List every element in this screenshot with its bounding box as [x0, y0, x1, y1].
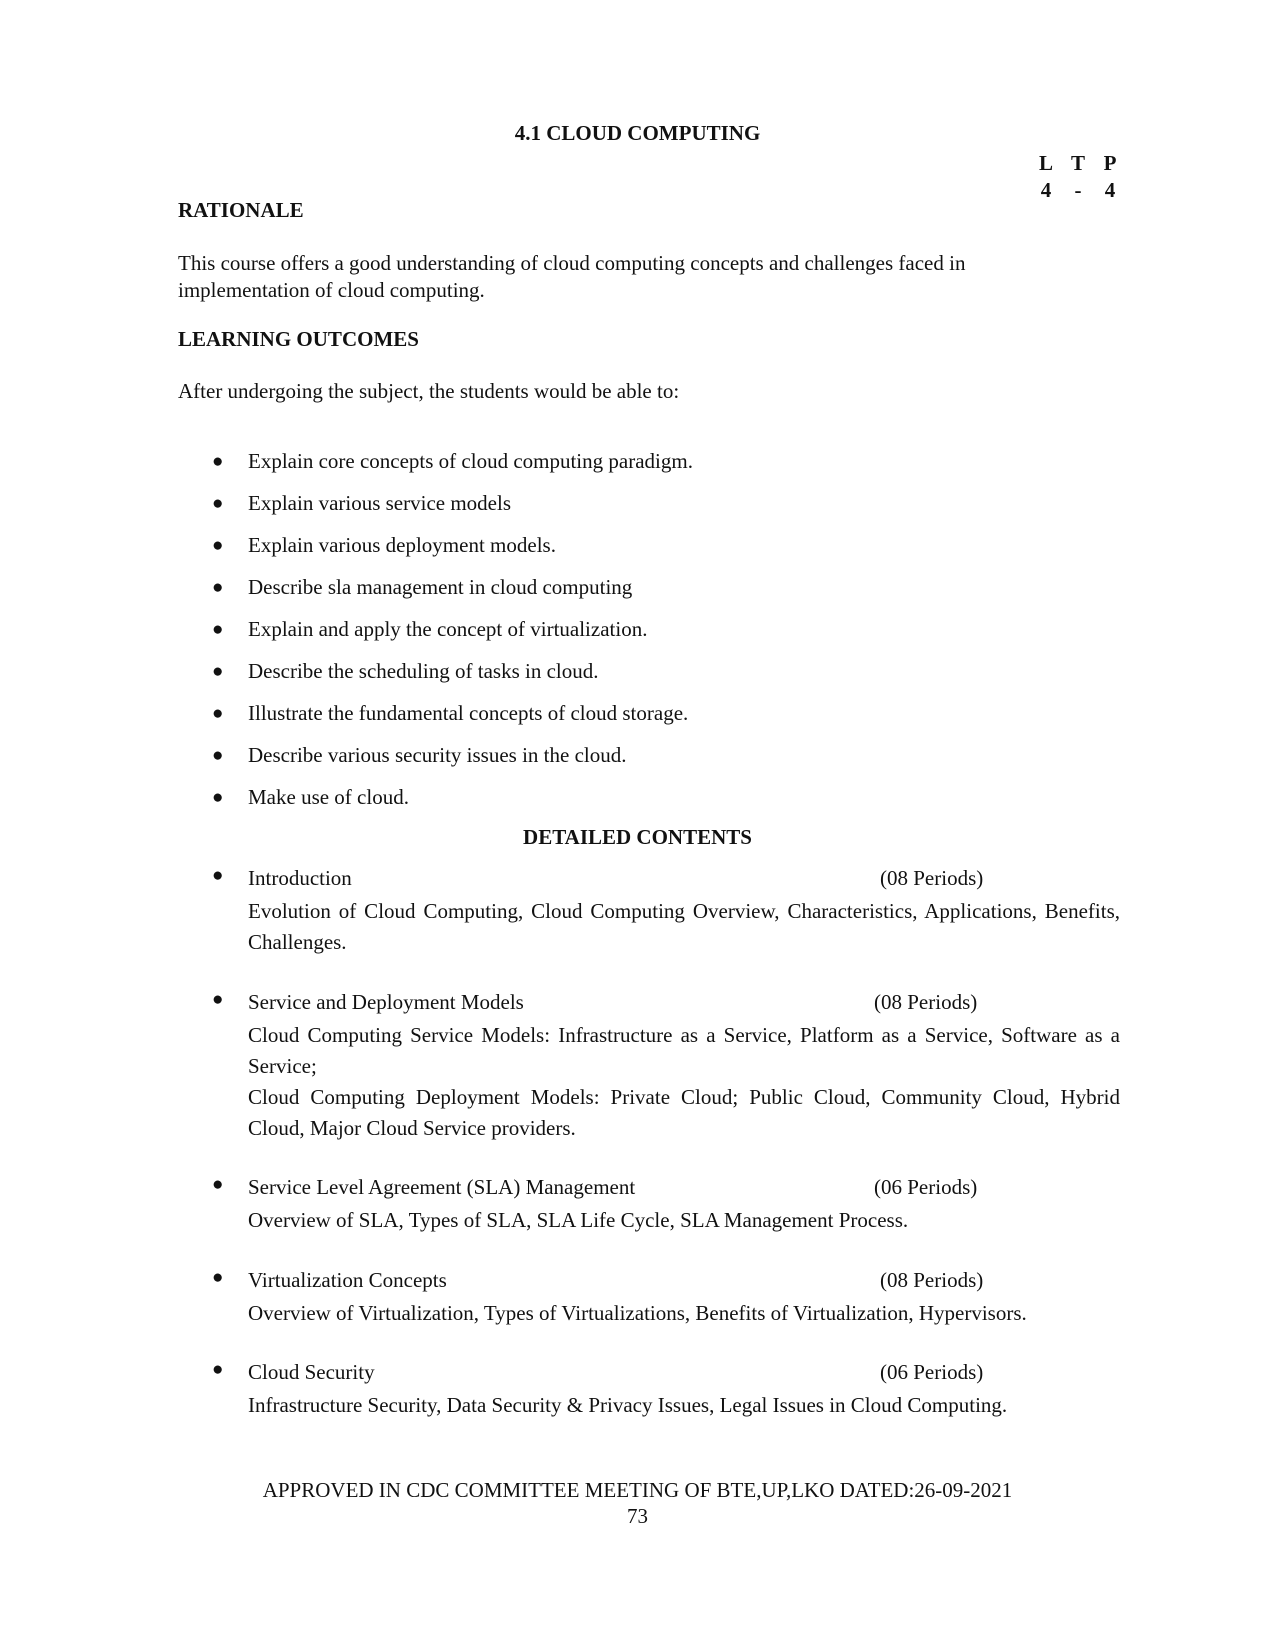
- bullet-icon: ●: [212, 989, 224, 1010]
- bullet-icon: ●: [212, 745, 224, 766]
- ltp-table: [1030, 150, 1126, 204]
- outcome-text: Explain core concepts of cloud computing paradigm.: [248, 449, 693, 473]
- learning-outcomes-intro: After undergoing the subject, the students would be able to:: [178, 379, 680, 403]
- detailed-contents-heading: DETAILED CONTENTS: [523, 825, 752, 849]
- content-description-line: Cloud Computing Deployment Models: Private Cloud; Public Cloud, Community Cloud, Hybrid Cloud, Major Cloud Service providers.: [248, 1085, 1120, 1140]
- list-item: [0, 784, 693, 826]
- bullet-icon: ●: [212, 1267, 224, 1288]
- bullet-icon: ●: [212, 619, 224, 640]
- ltp-header-t: T: [1070, 151, 1085, 175]
- content-periods: (08 Periods): [880, 866, 984, 890]
- bullet-icon: ●: [212, 1359, 224, 1380]
- outcome-text: Describe sla management in cloud computing: [248, 575, 633, 599]
- list-item: [0, 574, 693, 616]
- approval-footer: APPROVED IN CDC COMMITTEE MEETING OF BTE,UP,LKO DATED:26-09-2021: [262, 1478, 1013, 1502]
- bullet-icon: ●: [212, 451, 224, 472]
- bullet-icon: ●: [212, 1174, 224, 1195]
- content-periods: (08 Periods): [874, 990, 978, 1014]
- rationale-heading: RATIONALE: [178, 198, 304, 222]
- outcome-text: Explain various service models: [248, 491, 512, 515]
- list-item: [0, 658, 693, 700]
- content-description-line: Evolution of Cloud Computing, Cloud Computing Overview, Characteristics, Applications, Benefits, Challenges.: [248, 899, 1120, 954]
- ltp-header-l: L: [1038, 151, 1053, 175]
- content-description-line: Overview of Virtualization, Types of Virtualizations, Benefits of Virtualization, Hypervisors.: [248, 1301, 1027, 1325]
- content-topic: Service Level Agreement (SLA) Management: [248, 1175, 636, 1199]
- outcome-text: Illustrate the fundamental concepts of cloud storage.: [248, 701, 689, 725]
- content-description: [248, 1390, 1120, 1421]
- ltp-header-row: [1030, 150, 1126, 177]
- content-description: [248, 1205, 1120, 1236]
- bullet-icon: ●: [212, 865, 224, 886]
- ltp-value-row: [1030, 177, 1126, 204]
- bullet-icon: ●: [212, 787, 224, 808]
- content-description: [248, 1020, 1120, 1144]
- ltp-value-t: -: [1074, 178, 1082, 202]
- list-item: [0, 742, 693, 784]
- content-topic: Service and Deployment Models: [248, 990, 524, 1014]
- outcome-text: Explain various deployment models.: [248, 533, 556, 557]
- bullet-icon: ●: [212, 535, 224, 556]
- learning-outcomes-list: [0, 448, 693, 826]
- rationale-text: This course offers a good understanding of cloud computing concepts and challenges faced in implementation of cloud computing.: [178, 251, 966, 302]
- bullet-icon: ●: [212, 493, 224, 514]
- learning-outcomes-heading: LEARNING OUTCOMES: [178, 327, 419, 351]
- outcome-text: Describe various security issues in the cloud.: [248, 743, 627, 767]
- content-topic: Virtualization Concepts: [248, 1268, 447, 1292]
- ltp-value-l: 4: [1040, 178, 1052, 202]
- content-description-line: Overview of SLA, Types of SLA, SLA Life Cycle, SLA Management Process.: [248, 1208, 909, 1232]
- content-periods: (06 Periods): [880, 1360, 984, 1384]
- ltp-value-p: 4: [1104, 178, 1116, 202]
- bullet-icon: ●: [212, 577, 224, 598]
- content-description-line: Infrastructure Security, Data Security & Privacy Issues, Legal Issues in Cloud Computing.: [248, 1393, 1008, 1417]
- list-item: [0, 616, 693, 658]
- outcome-text: Explain and apply the concept of virtualization.: [248, 617, 648, 641]
- content-periods: (08 Periods): [880, 1268, 984, 1292]
- bullet-icon: ●: [212, 661, 224, 682]
- content-topic: Cloud Security: [248, 1360, 375, 1384]
- outcome-text: Make use of cloud.: [248, 785, 409, 809]
- list-item: [0, 490, 693, 532]
- outcome-text: Describe the scheduling of tasks in cloud.: [248, 659, 599, 683]
- list-item: [0, 700, 693, 742]
- list-item: [0, 532, 693, 574]
- content-description-line: Cloud Computing Service Models: Infrastructure as a Service, Platform as a Service, Software as a Service;: [248, 1023, 1120, 1078]
- bullet-icon: ●: [212, 703, 224, 724]
- content-description: [248, 896, 1120, 958]
- page-number: 73: [627, 1504, 648, 1528]
- page-title: 4.1 CLOUD COMPUTING: [514, 121, 761, 145]
- content-periods: (06 Periods): [874, 1175, 978, 1199]
- ltp-header-p: P: [1103, 151, 1117, 175]
- content-topic: Introduction: [248, 866, 352, 890]
- content-description: [248, 1298, 1120, 1329]
- list-item: [0, 448, 693, 490]
